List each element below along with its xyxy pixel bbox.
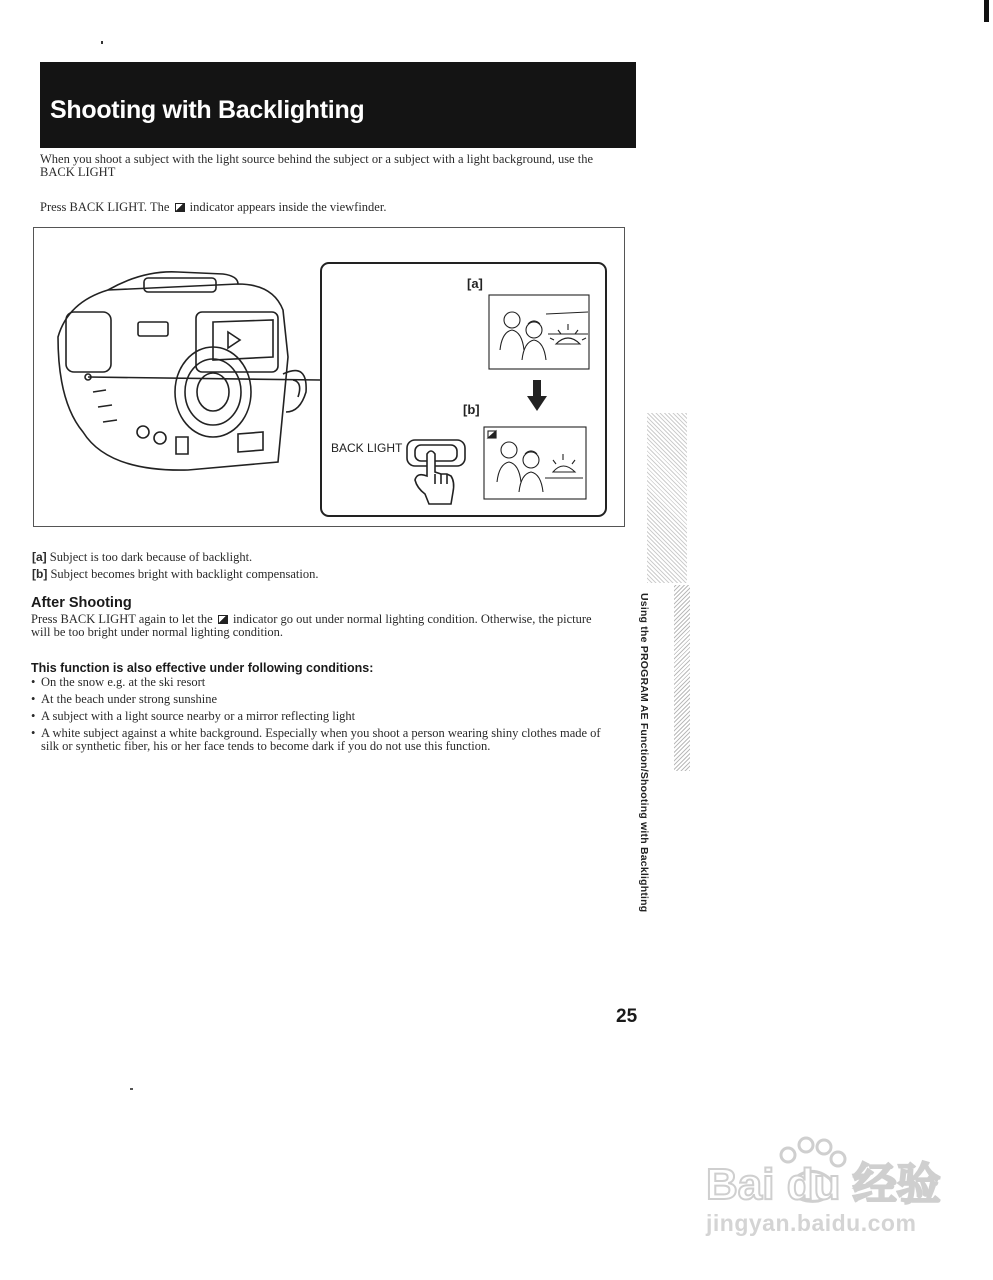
figure-label-b: [b]: [463, 402, 480, 417]
caption-b-text: Subject becomes bright with backlight compensation.: [50, 567, 319, 581]
conditions-list: [31, 676, 601, 757]
watermark-text: Bai du 经验: [706, 1160, 941, 1209]
scan-speck: [101, 41, 103, 44]
list-item: • At the beach under strong sunshine: [31, 693, 601, 706]
hand-press-icon: [405, 436, 469, 506]
scene-b-illustration: [483, 426, 587, 500]
corner-mark: [984, 0, 989, 22]
press-instruction: [40, 201, 600, 214]
list-item: • On the snow e.g. at the ski resort: [31, 676, 601, 689]
scan-speck: [130, 1088, 133, 1090]
list-item: • A subject with a light source nearby or a mirror reflecting light: [31, 710, 601, 723]
side-tab-text: Using the PROGRAM AE Function/Shooting with Backlighting: [638, 593, 650, 913]
caption-a-text: Subject is too dark because of backlight.: [49, 550, 253, 564]
side-tab-shading: [674, 585, 690, 771]
side-tab-shading: [647, 413, 687, 583]
caption-b-tag: [b]: [32, 567, 48, 581]
conditions-heading: This function is also effective under following conditions:: [31, 661, 374, 675]
backlight-indicator-icon: [175, 203, 185, 212]
after-shooting-heading: After Shooting: [31, 595, 132, 611]
intro-paragraph: When you shoot a subject with the light source behind the subject or a subject with a light background, use the BACK LIGHT: [40, 152, 593, 179]
press-text-after: indicator appears inside the viewfinder.: [189, 200, 387, 214]
scene-a-illustration: [488, 294, 590, 370]
after-shooting-paragraph: [31, 613, 606, 639]
caption-b: [32, 567, 318, 582]
backlight-button-label: BACK LIGHT: [331, 441, 403, 455]
figure-label-a: [a]: [467, 276, 483, 291]
after-text-before: Press BACK LIGHT again to let the: [31, 612, 213, 626]
caption-a-tag: [a]: [32, 550, 47, 564]
list-item: • A white subject against a white background. Especially when you shoot a person wearing shiny clothes made of silk or synthetic fiber, his or her face tends to become dark if you do not use this function.: [31, 727, 601, 753]
watermark-url: jingyan.baidu.com: [706, 1210, 917, 1236]
page-number: 25: [616, 1006, 638, 1027]
arrow-down-icon: [527, 380, 547, 412]
camcorder-illustration: [48, 262, 326, 477]
caption-a: [32, 550, 252, 565]
after-text-after: indicator go out under normal lighting condition. Otherwise, the picture will be too bright under normal lighting condition.: [31, 612, 592, 639]
backlight-indicator-icon: [218, 615, 228, 624]
page-title: Shooting with Backlighting: [50, 96, 365, 124]
press-text-before: Press BACK LIGHT. The: [40, 200, 170, 214]
